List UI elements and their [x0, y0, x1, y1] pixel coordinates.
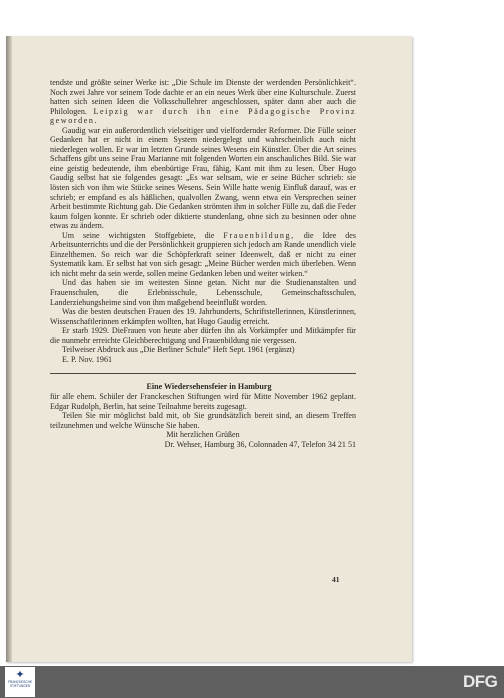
notice-title: Eine Wiedersehensfeier in Hamburg	[146, 382, 272, 392]
notice-paragraph: für alle ehem. Schüler der Franckeschen Stiftungen wird für Mitte November 1962 geplant. Edgar Rudolph, Berlin, hat seine Teilnahme bereits zugesagt.	[50, 391, 356, 411]
page-number: 41	[332, 575, 340, 584]
logo-mark-icon: ✦	[15, 669, 25, 681]
book-spine-shadow	[6, 36, 12, 662]
article-paragraph: Gaudig war ein außerordentlich vielseitiger und vielfordernder Reformer. Die Fülle seiner Gedanken hat er nicht in einem System niedergelegt und wahrscheinlich auch nicht niederlegen wollen. Er war im letzten Grunde seines Wesens ein Künstler. Über die Art seines Schaffens gibt uns seine Frau Marianne mit folgenden Worten ein anschauliches Bild. Sie war eine geistig bedeutende, ihm ebenbürtige Frau, fähig, Kant mit ihm zu lesen. Über Hugo Gaudig selbst hat sie folgendes gesagt: „Es war seltsam, wie er seine Bücher schrieb: sie lösten sich von ihm wie Stücke seines Wesens. Sein Wille hatte wenig Einfluß darauf, was er schrieb; er empfand es als häßlichen, qualvollen Zwang, wenn etwa ein Versprechen seiner Arbeit bestimmte Richtung gab. Die Gedanken strömten ihm in solcher Fülle zu, daß die Feder kaum folgen konnte. Er schrieb oder diktierte stundenlang, ohne sich zu besinnen oder ohne etwas zu ändern.	[50, 125, 356, 231]
article-paragraph	[50, 231, 356, 279]
notice-greeting: Mit herzlichen Grüßen	[166, 430, 240, 440]
section-divider	[50, 373, 356, 374]
notice-sender: Dr. Wehser, Hamburg 36, Colonnaden 47, Telefon 34 21 51	[164, 439, 356, 449]
spaced-emphasis: Frauenbildung,	[223, 230, 295, 240]
spaced-emphasis: Leipzig war durch ihn eine Pädagogische Provinz geworden.	[50, 106, 356, 126]
logo-caption: FRANCKESCHE STIFTUNGEN	[7, 680, 33, 688]
notice-paragraph: Teilen Sie mir möglichst bald mit, ob Sie grundsätzlich bereit sind, an diesem Treffen teilzunehmen und welche Wünsche Sie haben.	[50, 411, 356, 430]
article-paragraph: Er starb 1929. DieFrauen von heute aber dürfen ihn als Vorkämpfer und Mitkämpfer für die nunmehr erreichte Gleichberechtigung und Frauenbildung nie vergessen.	[50, 326, 356, 345]
article-paragraph: Was die besten deutschen Frauen des 19. Jahrhunderts, Schriftstellerinnen, Künstlerinnen, Wissenschaftlerinnen erkämpfen wollten, hat Hugo Gaudig erreicht.	[50, 307, 356, 326]
viewer-footer-bar	[0, 666, 504, 698]
signature: E. P. Nov. 1961	[62, 354, 112, 364]
article-paragraph	[50, 78, 356, 126]
source-note: Teilweiser Abdruck aus „Die Berliner Schule“ Heft Sept. 1961 (ergänzt)	[62, 345, 295, 355]
article-text: tendste und größte seiner Werke ist: „Die Schule im Dienste der werdenden Persönlichkeit“. Noch zwei Jahre vor seinem Tode dachte er an ein neues Werk über eine Kulturschule. Zuerst hatten sich seinen Ideen die Volksschullehrer angeschlossen, später dann aber auch die Philologen.	[50, 78, 356, 116]
dfg-logo: DFG	[463, 672, 498, 691]
article-paragraph: Und das haben sie im weitesten Sinne getan. Nicht nur die Studienanstalten und Frauenschulen, die Erlebnisschule, Lebensschule, Gemeinschaftsschulen, Landerziehungsheime sind von ihm maßgebend beeinflußt worden.	[50, 278, 356, 307]
article-text: Um seine wichtigsten Stoffgebiete, die	[62, 230, 215, 240]
institution-logo	[5, 667, 35, 697]
article-text: die Idee des Arbeitsunterrichts und die der Persönlichkeit gruppieren sich jedoch am Rande unendlich viele Einzelthemen. So reich war die Schöpferkraft seiner Ideenwelt, daß er nicht zu einer Systematik kam. Er selbst hat von sich gesagt: „Meine Bücher werden mich überleben. Wenn ich nicht mehr da sein werde, sollen meine Gedanken leben und weiter wirken.“	[50, 230, 356, 278]
page-text	[50, 78, 356, 449]
